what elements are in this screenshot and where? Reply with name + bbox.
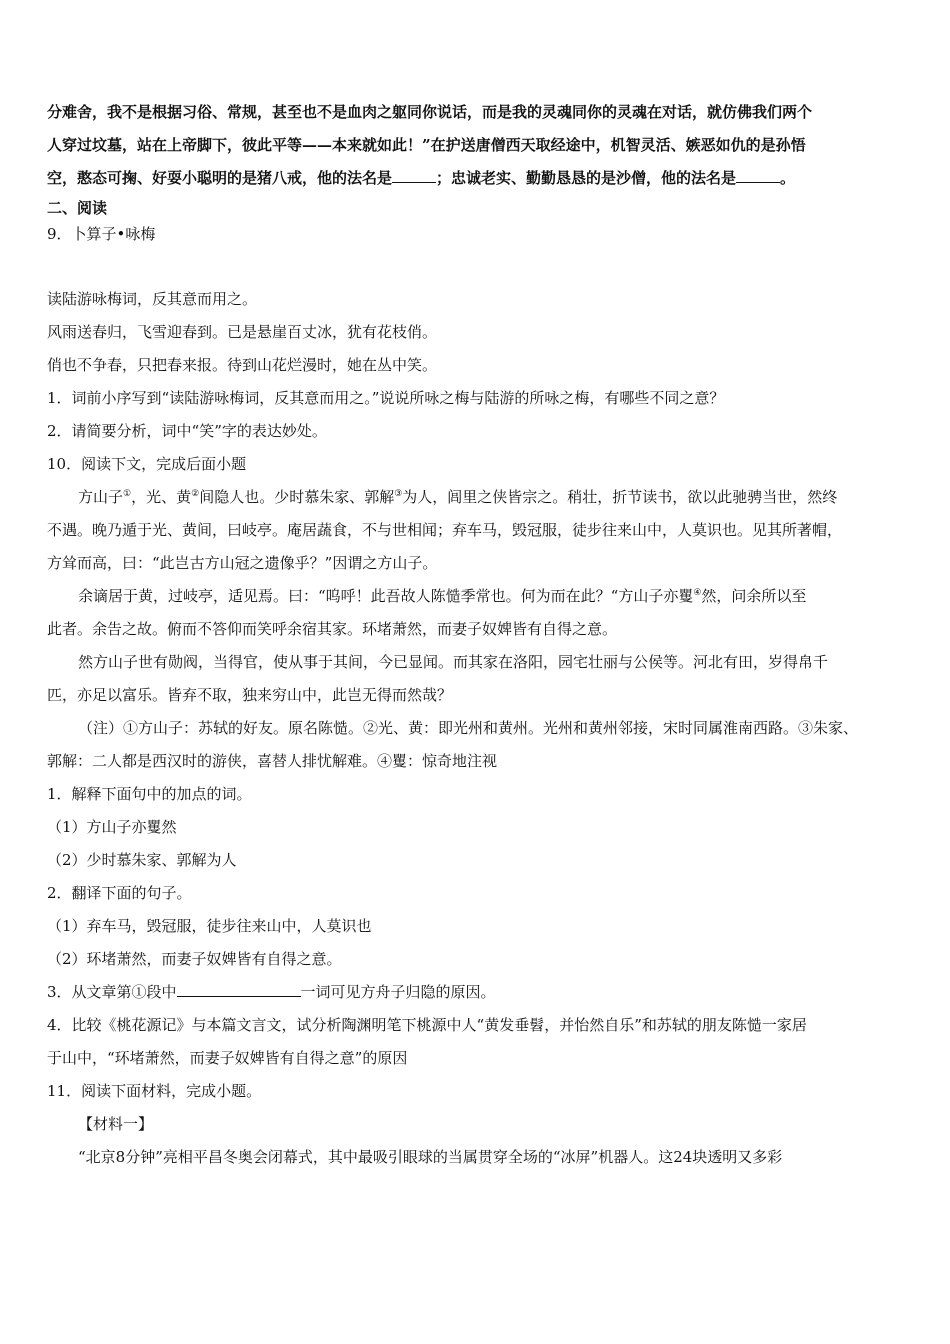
- text-line: 人穿过坟墓，站在上帝脚下，彼此平等——本来就如此！”在护送唐僧西天取经途中，机智灵活、嫉恶如仇的是孙悟: [47, 136, 806, 154]
- question-title: 11．阅读下面材料，完成小题。: [47, 1082, 262, 1100]
- question-title: 10．阅读下文，完成后面小题: [47, 455, 247, 473]
- sub-question: 2．请简要分析，词中“笑”字的表达妙处。: [47, 422, 327, 440]
- sub-question: 1．词前小序写到“读陆游咏梅词，反其意而用之。”说说所咏之梅与陆游的所咏之梅，有哪些不同之意？: [47, 389, 725, 407]
- passage-line: 匹，亦足以富乐。皆弃不取，独来穷山中，此岂无得而然哉？: [47, 686, 453, 704]
- sub-question: 4．比较《桃花源记》与本篇文言文，试分析陶渊明笔下桃源中人“黄发垂髫，并怡然自乐”和苏轼的朋友陈慥一家居: [47, 1016, 807, 1034]
- sub-question-item: （2）环堵萧然，而妻子奴婢皆有自得之意。: [47, 950, 342, 968]
- answer-blank[interactable]: [392, 168, 436, 183]
- passage-line: 此者。余告之故。俯而不答仰而笑呼余宿其家。环堵萧然，而妻子奴婢皆有自得之意。: [47, 620, 618, 638]
- question-title: 9．卜算子•咏梅: [47, 225, 156, 243]
- passage-line: “北京8分钟”亮相平昌冬奥会闭幕式，其中最吸引眼球的当属贯穿全场的“冰屏”机器人。这24块透明又多彩: [78, 1148, 783, 1166]
- poem-line: 风雨送春归，飞雪迎春到。已是悬崖百丈冰，犹有花枝俏。: [47, 323, 438, 341]
- sub-question-item: （1）方山子亦矍然: [47, 818, 177, 836]
- passage-line: 不遇。晚乃遁于光、黄间，曰岐亭。庵居蔬食，不与世相闻；弃车马，毁冠服，徒步往来山中，人莫识也。见其所著帽，: [47, 521, 843, 539]
- poem-preface: 读陆游咏梅词，反其意而用之。: [47, 290, 258, 308]
- document-page: [47, 96, 907, 1174]
- poem-line: 俏也不争春，只把春来报。待到山花烂漫时，她在丛中笑。: [47, 356, 438, 374]
- passage-line: 方耸而高，曰：“此岂古方山冠之遗像乎？”因谓之方山子。: [47, 554, 438, 572]
- sub-question: 3．从文章第①段中 一词可见方舟子归隐的原因。: [47, 983, 496, 1001]
- sub-question: 于山中，“环堵萧然，而妻子奴婢皆有自得之意”的原因: [47, 1049, 408, 1067]
- material-label: 【材料一】: [78, 1115, 154, 1133]
- text-line: 空，憨态可掬、好耍小聪明的是猪八戒，他的法名是 ；忠诚老实、勤勤恳恳的是沙僧，他的法名是 。: [47, 169, 796, 187]
- sub-question-item: （2）少时慕朱家、郭解为人: [47, 851, 237, 869]
- passage-line: 余谪居于黄，过岐亭，适见焉。曰：“呜呼！此吾故人陈慥季常也。何为而在此？“方山子亦矍④然，问余所以至: [78, 587, 807, 605]
- answer-blank[interactable]: [736, 168, 780, 183]
- annotation-line: 郭解：二人都是西汉时的游侠，喜替人排忧解难。④矍：惊奇地注视: [47, 752, 498, 770]
- sub-question-item: （1）弃车马，毁冠服，徒步往来山中，人莫识也: [47, 917, 372, 935]
- section-heading: 二、阅读: [47, 199, 108, 217]
- annotation-line: （注）①方山子：苏轼的好友。原名陈慥。②光、黄：即光州和黄州。光州和黄州邻接，宋时同属淮南西路。③朱家、: [78, 719, 859, 737]
- text-line: 分难舍，我不是根据习俗、常规，甚至也不是血肉之躯同你说话，而是我的灵魂同你的灵魂在对话，就仿佛我们两个: [47, 103, 813, 121]
- sub-question: 2．翻译下面的句子。: [47, 884, 192, 902]
- passage-line: 方山子①，光、黄②间隐人也。少时慕朱家、郭解③为人，闾里之侠皆宗之。稍壮，折节读书，欲以此驰骋当世，然终: [78, 488, 838, 506]
- answer-blank[interactable]: [177, 982, 301, 997]
- passage-line: 然方山子世有勋阀，当得官，使从事于其间，今已显闻。而其家在洛阳，园宅壮丽与公侯等。河北有田，岁得帛千: [78, 653, 829, 671]
- sub-question: 1．解释下面句中的加点的词。: [47, 785, 252, 803]
